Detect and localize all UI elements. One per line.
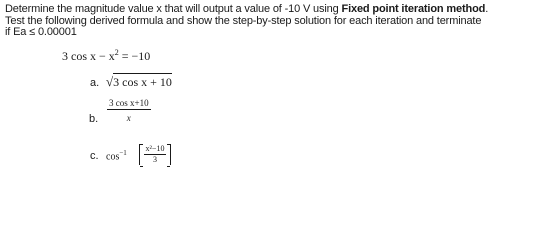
problem-line-3: if Ea ≤ 0.00001 (5, 26, 77, 38)
option-b-formula (107, 98, 151, 123)
option-c-fn-name: cos (106, 151, 120, 163)
method-name: Fixed point iteration method (341, 3, 486, 15)
equation-exponent: 2 (114, 48, 119, 57)
option-a-letter: a. (90, 77, 100, 89)
option-a-formula (106, 74, 172, 90)
sqrt-symbol: √ (106, 74, 114, 89)
problem-line-1 (5, 4, 535, 16)
option-c-function (106, 149, 127, 162)
option-c-letter: c. (90, 150, 99, 162)
option-b-numerator: 3 cos x+10 (109, 98, 149, 108)
problem-line-2: Test the following derived formula and show the step-by-step solution for each iteration and terminate (5, 14, 482, 27)
option-c-fraction (144, 144, 166, 165)
option-c-bracket (139, 144, 171, 165)
given-equation (62, 48, 150, 64)
option-c-numerator: x²−10 (145, 144, 165, 153)
equation-lhs: 3 cos x − x (62, 49, 115, 63)
problem-line-1-text: Determine the magnitude value x that will output a value of -10 V using (5, 3, 342, 15)
option-b-letter: b. (89, 113, 99, 125)
option-a-radicand: 3 cos x + 10 (113, 75, 172, 89)
problem-statement (5, 4, 535, 39)
problem-line-1-period: . (485, 3, 489, 15)
equation-rhs: = −10 (118, 49, 151, 63)
option-c-fn-exponent: −1 (119, 149, 127, 157)
option-c-denominator: 3 (153, 155, 157, 164)
option-b-denominator: x (126, 113, 131, 123)
